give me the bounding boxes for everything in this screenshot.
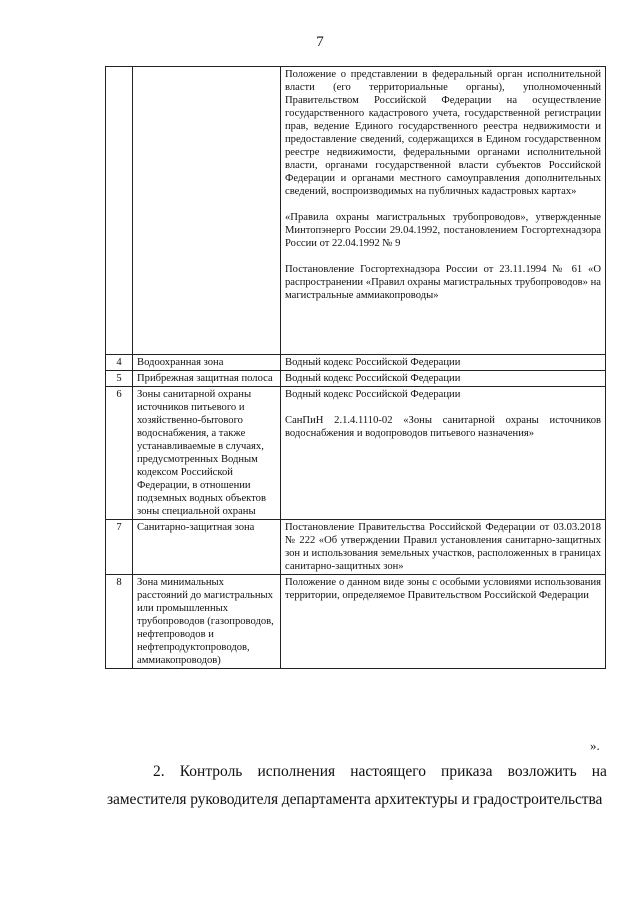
row-number [106,67,133,355]
item-2-word: приказа [441,763,493,780]
doc-paragraph: Положение о данном виде зоны с особыми условиями использования территории, определяемое Правительством Российской Федерации [285,577,601,601]
regulatory-docs [281,520,606,575]
item-2-paragraph [107,758,607,814]
doc-paragraph: «Правила охраны магистральных трубопроводов», утвержденные Минтопэнерго России 29.04.1992, постановлением Госгортехнадзора России от 22.04.1992 № 9 [285,212,601,249]
table-row [106,371,606,387]
regulatory-docs [281,67,606,355]
regulatory-docs [281,575,606,669]
table-row [106,520,606,575]
doc-paragraph: Водный кодекс Российской Федерации [285,357,461,368]
zone-name: Водоохранная зона [133,355,281,371]
table-row [106,575,606,669]
closing-quote: ». [590,738,600,753]
zone-name: Зона минимальных расстояний до магистральных или промышленных трубопроводов (газопроводов, нефтепроводов и нефтепродуктопроводов, аммиакопроводов) [133,575,281,669]
item-2-word: на [591,763,607,780]
doc-paragraph: Водный кодекс Российской Федерации [285,389,461,400]
item-2-word: Контроль [179,763,243,780]
item-2-word: исполнения [257,763,336,780]
regulatory-docs [281,387,606,520]
row-number: 6 [106,387,133,520]
zone-name: Прибрежная защитная полоса [133,371,281,387]
zones-table [105,66,606,669]
doc-paragraph: Постановление Правительства Российской Федерации от 03.03.2018 № 222 «Об утверждении Правил установления санитарно-защитных зон и использования земельных участков, расположенных в границах санитарно-защитных зон» [285,522,601,572]
item-2-word: возложить [507,763,577,780]
zone-name: Зоны санитарной охраны источников питьевого и хозяйственно-бытового водоснабжения, а также устанавливаемые в случаях, предусмотренных Водным кодексом Российской Федерации, в отношении подземных водных объектов зоны специальной охраны [133,387,281,520]
doc-paragraph: Постановление Госгортехнадзора России от 23.11.1994 № 61 «О распространении «Правил охраны магистральных трубопроводов» на магистральные аммиакопроводы» [285,264,601,301]
table-row [106,387,606,520]
zone-name: Санитарно-защитная зона [133,520,281,575]
row-number: 7 [106,520,133,575]
item-2-line-1 [107,758,607,786]
row-number: 5 [106,371,133,387]
doc-paragraph: Положение о представлении в федеральный орган исполнительной власти (его территориальные органы), уполномоченный Правительством Российской Федерации на осуществление государственного кадастрового учета, государственной регистрации прав, ведение Единого государственного реестра недвижимости и предоставление сведений, содержащихся в Едином государственном реестре недвижимости, федеральными органами исполнительной власти, органами государственной власти субъектов Российской Федерации и органами местного самоуправления дополнительных сведений, воспроизводимых на публичных кадастровых картах» [285,69,601,197]
regulatory-docs [281,371,606,387]
row-number: 8 [106,575,133,669]
table-row [106,355,606,371]
zone-name [133,67,281,355]
table-row [106,67,606,355]
regulatory-docs [281,355,606,371]
row-number: 4 [106,355,133,371]
item-2-line-2: заместителя руководителя департамента архитектуры и градостроительства [107,791,603,808]
item-2-word: настоящего [350,763,426,780]
doc-paragraph: Водный кодекс Российской Федерации [285,373,461,384]
item-2-word: 2. [153,763,165,780]
doc-paragraph: СанПиН 2.1.4.1110-02 «Зоны санитарной охраны источников водоснабжения и водопроводов питьевого назначения» [285,415,601,439]
page-number: 7 [316,34,324,50]
